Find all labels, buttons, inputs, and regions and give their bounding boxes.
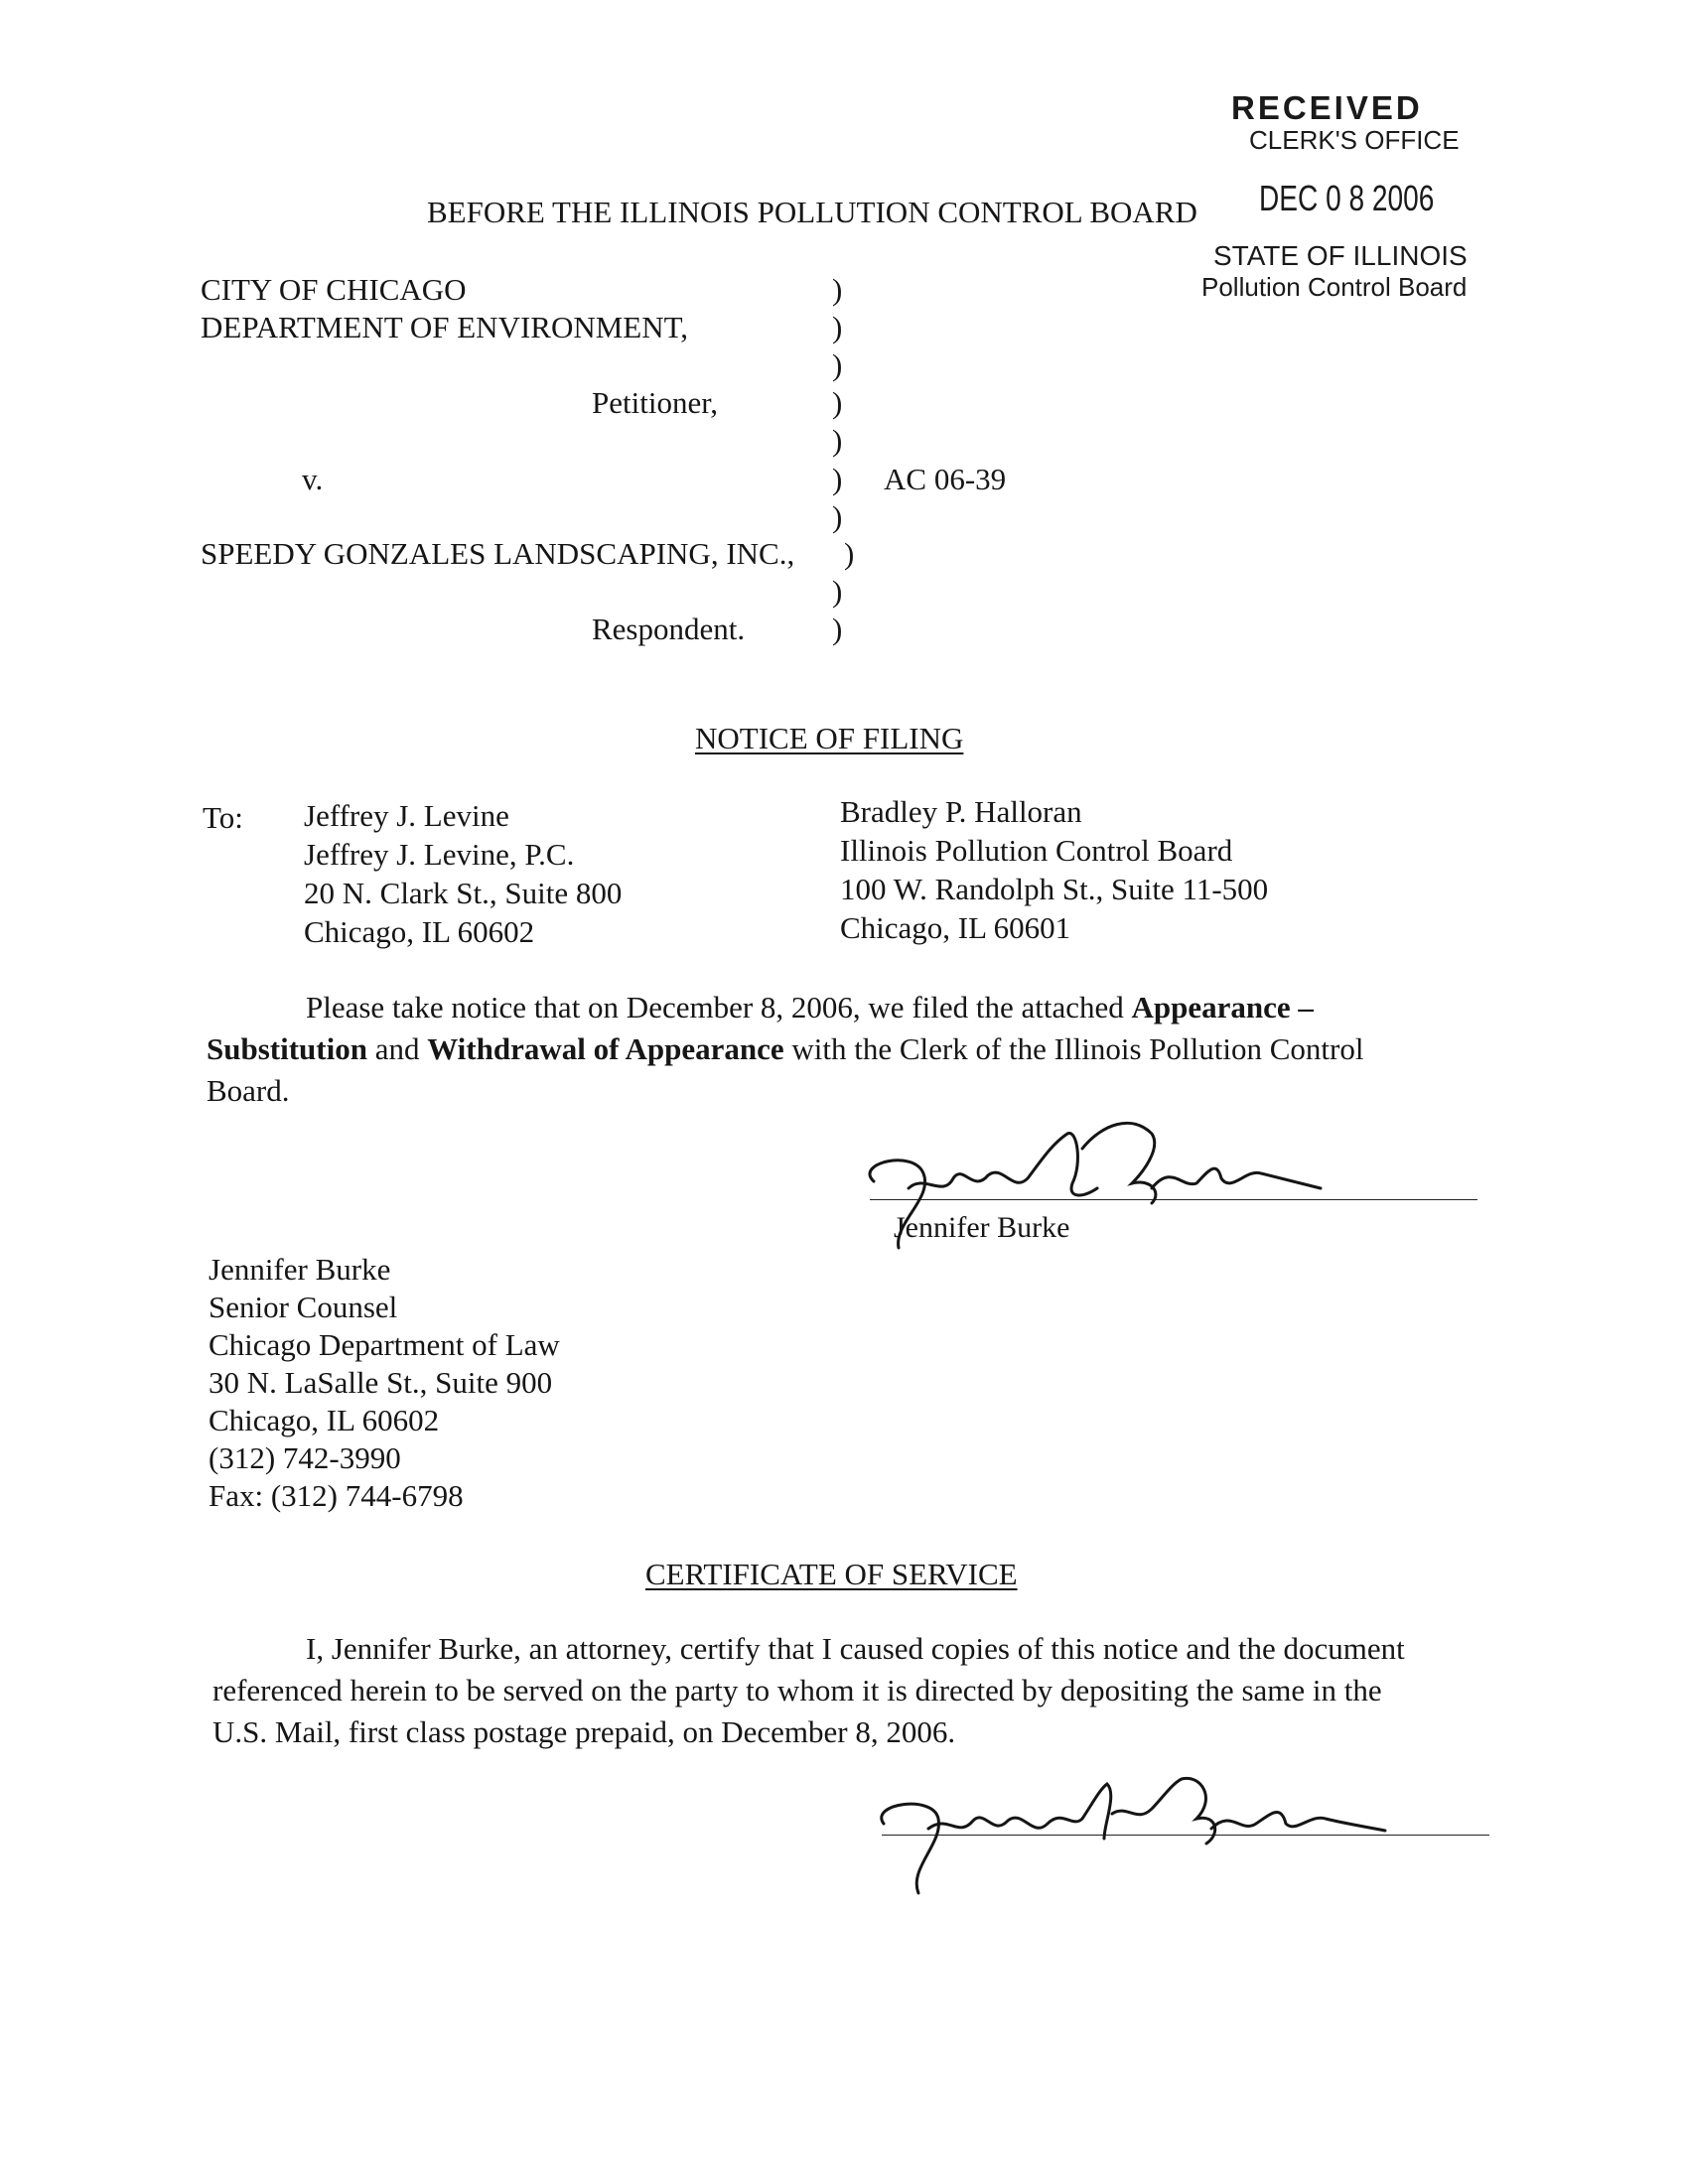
caption-paren: ) — [832, 385, 843, 420]
notice-body-and: and — [366, 1031, 428, 1066]
signature-block-line: Chicago Department of Law — [209, 1327, 560, 1362]
certificate-line: I, Jennifer Burke, an attorney, certify that I caused copies of this notice and the document — [306, 1631, 1405, 1666]
stamp-state: STATE OF ILLINOIS — [1213, 240, 1468, 271]
caption-paren: ) — [832, 310, 843, 344]
caption-paren: ) — [832, 574, 843, 609]
certificate-body — [212, 1628, 1405, 1753]
stamp-received: RECEIVED — [1231, 89, 1423, 126]
caption-paren: ) — [844, 536, 855, 571]
recipient-1-line: 20 N. Clark St., Suite 800 — [304, 876, 623, 910]
handwritten-signature — [854, 1104, 1331, 1253]
recipient-2-line: Illinois Pollution Control Board — [840, 833, 1233, 868]
recipient-2-line: 100 W. Randolph St., Suite 11-500 — [840, 872, 1269, 906]
signature-block-line: Jennifer Burke — [209, 1252, 391, 1287]
case-number: AC 06-39 — [884, 462, 1007, 496]
notice-body-last: Board. — [207, 1073, 290, 1108]
notice-bold-withdrawal: Withdrawal of Appearance — [427, 1031, 784, 1066]
caption-paren: ) — [832, 462, 843, 496]
notice-bold-substitution: Substitution — [207, 1031, 367, 1066]
recipient-1-line: Jeffrey J. Levine, P.C. — [304, 837, 575, 872]
stamp-date: DEC 0 8 2006 — [1259, 178, 1435, 218]
signature-block-line: Senior Counsel — [209, 1290, 398, 1324]
signature-block-line: Fax: (312) 744-6798 — [209, 1478, 464, 1513]
respondent-role: Respondent. — [592, 612, 746, 646]
recipient-1-line: Jeffrey J. Levine — [304, 798, 509, 833]
caption-paren: ) — [832, 612, 843, 646]
recipient-1 — [304, 796, 622, 951]
signature-block-line: 30 N. LaSalle St., Suite 900 — [209, 1365, 553, 1400]
to-label: To: — [203, 800, 243, 835]
versus: v. — [302, 462, 324, 496]
caption-paren: ) — [832, 499, 843, 534]
signer-name: Jennifer Burke — [894, 1211, 1070, 1244]
notice-body — [207, 987, 1497, 1112]
recipient-2-line: Chicago, IL 60601 — [840, 910, 1071, 945]
notice-title: NOTICE OF FILING — [695, 721, 964, 755]
petitioner-role: Petitioner, — [592, 385, 719, 420]
notice-body-end: with the Clerk of the Illinois Pollution Control — [783, 1031, 1364, 1066]
handwritten-signature-2 — [874, 1769, 1390, 1898]
certificate-title: CERTIFICATE OF SERVICE — [645, 1557, 1018, 1591]
caption-paren: ) — [832, 347, 843, 382]
stamp-board: Pollution Control Board — [1201, 272, 1468, 302]
notice-body-start: Please take notice that on December 8, 2006, we filed the attached — [306, 990, 1132, 1024]
signature-block — [209, 1251, 560, 1515]
respondent-name: SPEEDY GONZALES LANDSCAPING, INC., — [201, 536, 795, 571]
notice-bold-appearance: Appearance – — [1131, 990, 1314, 1024]
caption-paren: ) — [832, 423, 843, 458]
certificate-line: U.S. Mail, first class postage prepaid, on December 8, 2006. — [212, 1714, 956, 1749]
petitioner-line1: CITY OF CHICAGO — [201, 272, 467, 307]
recipient-2 — [840, 792, 1268, 947]
signature-block-line: (312) 742-3990 — [209, 1440, 401, 1475]
court-heading: BEFORE THE ILLINOIS POLLUTION CONTROL BOARD — [427, 195, 1197, 229]
signature-block-line: Chicago, IL 60602 — [209, 1403, 440, 1437]
caption-paren: ) — [832, 272, 843, 307]
petitioner-line2: DEPARTMENT OF ENVIRONMENT, — [201, 310, 689, 344]
recipient-2-line: Bradley P. Halloran — [840, 794, 1082, 829]
certificate-line: referenced herein to be served on the party to whom it is directed by depositing the same in the — [212, 1673, 1382, 1707]
stamp-clerks-office: CLERK'S OFFICE — [1249, 125, 1460, 155]
recipient-1-line: Chicago, IL 60602 — [304, 914, 535, 949]
